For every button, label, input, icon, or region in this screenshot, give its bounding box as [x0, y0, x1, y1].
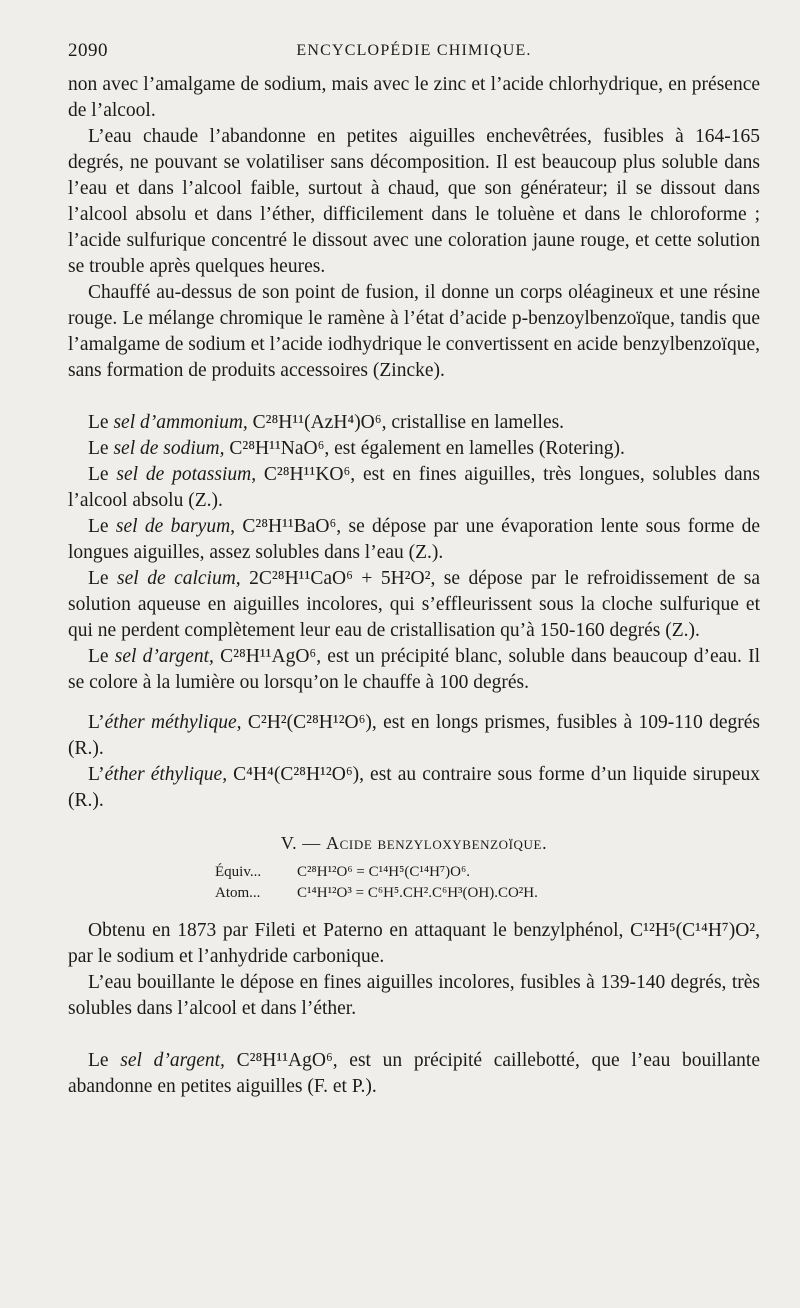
salt-entry-calcium: Le sel de calcium, 2C²⁸H¹¹CaO⁶ + 5H²O², se dépose par le refroidissement de sa solution aqueuse en aiguilles incolores, qui s’effleurissent sous la cloche sulfurique et qui ne perdent complètement leur eau de cristallisation qu’à 150-160 degrés (Z.).: [68, 568, 760, 641]
salt-entry-baryum: Le sel de baryum, C²⁸H¹¹BaO⁶, se dépose par une évaporation lente sous forme de longues aiguilles, assez solubles dans l’eau (Z.).: [68, 516, 760, 563]
salt-name: sel de sodium,: [113, 438, 225, 459]
formula-label: Atom...: [215, 885, 261, 901]
running-title: ENCYCLOPÉDIE CHIMIQUE.: [296, 42, 532, 59]
chemical-formula: C⁴H⁴(C²⁸H¹²O⁶),: [233, 764, 364, 785]
section-title: Acide benzyloxybenzoïque.: [326, 833, 548, 853]
spacer: [68, 904, 760, 918]
chemical-formula: C²⁸H¹¹AgO⁶,: [236, 1050, 338, 1071]
salt-name: sel d’argent,: [120, 1050, 225, 1071]
salt-entry-sodium: Le sel de sodium, C²⁸H¹¹NaO⁶, est également en lamelles (Rotering).: [88, 438, 625, 459]
section-numeral: V. —: [280, 833, 321, 853]
salt-name: sel de baryum,: [115, 516, 236, 537]
chemical-formula: C²⁸H¹¹AgO⁶,: [220, 646, 322, 667]
chemical-formula: C²H²(C²⁸H¹²O⁶),: [247, 712, 377, 733]
salt-entry-argent-benzyloxy: Le sel d’argent, C²⁸H¹¹AgO⁶, est un précipité caillebotté, que l’eau bouillante abandonne en petites aiguilles (F. et P.).: [68, 1050, 760, 1097]
paragraph: Chauffé au-dessus de son point de fusion, il donne un corps oléagineux et une résine rouge. Le mélange chromique le ramène à l’état d’acide p-benzoylbenzoïque, tandis que l’amalgame de sodium et l’acide iodhydrique le convertissent en acide benzylbenzoïque, sans formation de produits accessoires (Zincke).: [68, 282, 760, 381]
chemical-formula: C¹⁴H¹²O³ = C⁶H⁵.CH².C⁶H³(OH).CO²H.: [297, 885, 538, 901]
paragraph: Obtenu en 1873 par Fileti et Paterno en attaquant le benzylphénol, C¹²H⁵(C¹⁴H⁷)O², par le sodium et l’anhydride carbonique.: [68, 920, 760, 967]
paragraph: L’eau bouillante le dépose en fines aiguilles incolores, fusibles à 139-140 degrés, très solubles dans l’alcool et dans l’éther.: [68, 972, 760, 1019]
ether-entry-methylique: L’éther méthylique, C²H²(C²⁸H¹²O⁶), est en longs prismes, fusibles à 109-110 degrés (R.).: [68, 712, 760, 759]
chemical-formula: C²⁸H¹¹KO⁶,: [263, 464, 356, 485]
spacer: [68, 1022, 760, 1048]
formula-block: [68, 862, 760, 904]
formula-row-equiv: [68, 862, 760, 883]
page-body: [68, 72, 760, 1100]
salt-name: sel d’argent,: [114, 646, 214, 667]
page-number: 2090: [68, 40, 108, 61]
chemical-formula: C²⁸H¹¹BaO⁶,: [242, 516, 342, 537]
salt-entry-potassium: Le sel de potassium, C²⁸H¹¹KO⁶, est en fines aiguilles, très longues, solubles dans l’alcool absolu (Z.).: [68, 464, 760, 511]
salt-name: sel de potassium,: [116, 464, 257, 485]
ether-entry-ethylique: L’éther éthylique, C⁴H⁴(C²⁸H¹²O⁶), est au contraire sous forme d’un liquide sirupeux (R.).: [68, 764, 760, 811]
chemical-formula: 2C²⁸H¹¹CaO⁶ + 5H²O²,: [249, 568, 436, 589]
salt-entry-argent: Le sel d’argent, C²⁸H¹¹AgO⁶, est un précipité blanc, soluble dans beaucoup d’eau. Il se colore à la lumière ou lorsqu’on le chauffe à 100 degrés.: [68, 646, 761, 693]
page-header: [68, 40, 760, 64]
salt-name: sel de calcium,: [117, 568, 241, 589]
salt-name: sel d’ammonium,: [113, 412, 248, 433]
spacer: [68, 696, 760, 710]
spacer: [68, 384, 760, 410]
section-heading: [68, 830, 760, 856]
chemical-formula: C²⁸H¹²O⁶ = C¹⁴H⁵(C¹⁴H⁷)O⁶.: [297, 864, 470, 880]
ether-name: éther méthylique,: [104, 712, 242, 733]
formula-label: Équiv...: [215, 864, 262, 880]
salt-entry-ammonium: Le sel d’ammonium, C²⁸H¹¹(AzH⁴)O⁶, cristallise en lamelles.: [88, 412, 565, 433]
formula-row-atom: [68, 883, 760, 904]
paragraph: non avec l’amalgame de sodium, mais avec le zinc et l’acide chlorhydrique, en présence de l’alcool.: [68, 74, 760, 121]
chemical-formula: C²⁸H¹¹(AzH⁴)O⁶,: [252, 412, 387, 433]
ether-name: éther éthylique,: [104, 764, 228, 785]
paragraph: L’eau chaude l’abandonne en petites aiguilles enchevêtrées, fusibles à 164-165 degrés, ne pouvant se volatiliser sans décomposition. Il est beaucoup plus soluble dans l’eau et dans l’alcool faible, surtout à chaud, que son générateur; il se dissout dans l’alcool absolu et dans l’éther, difficilement dans le toluène et dans le chloroforme ; l’acide sulfurique concentré le dissout avec une coloration jaune rouge, et cette solution se trouble après quelques heures.: [68, 126, 760, 277]
chemical-formula: C²⁸H¹¹NaO⁶,: [229, 438, 330, 459]
